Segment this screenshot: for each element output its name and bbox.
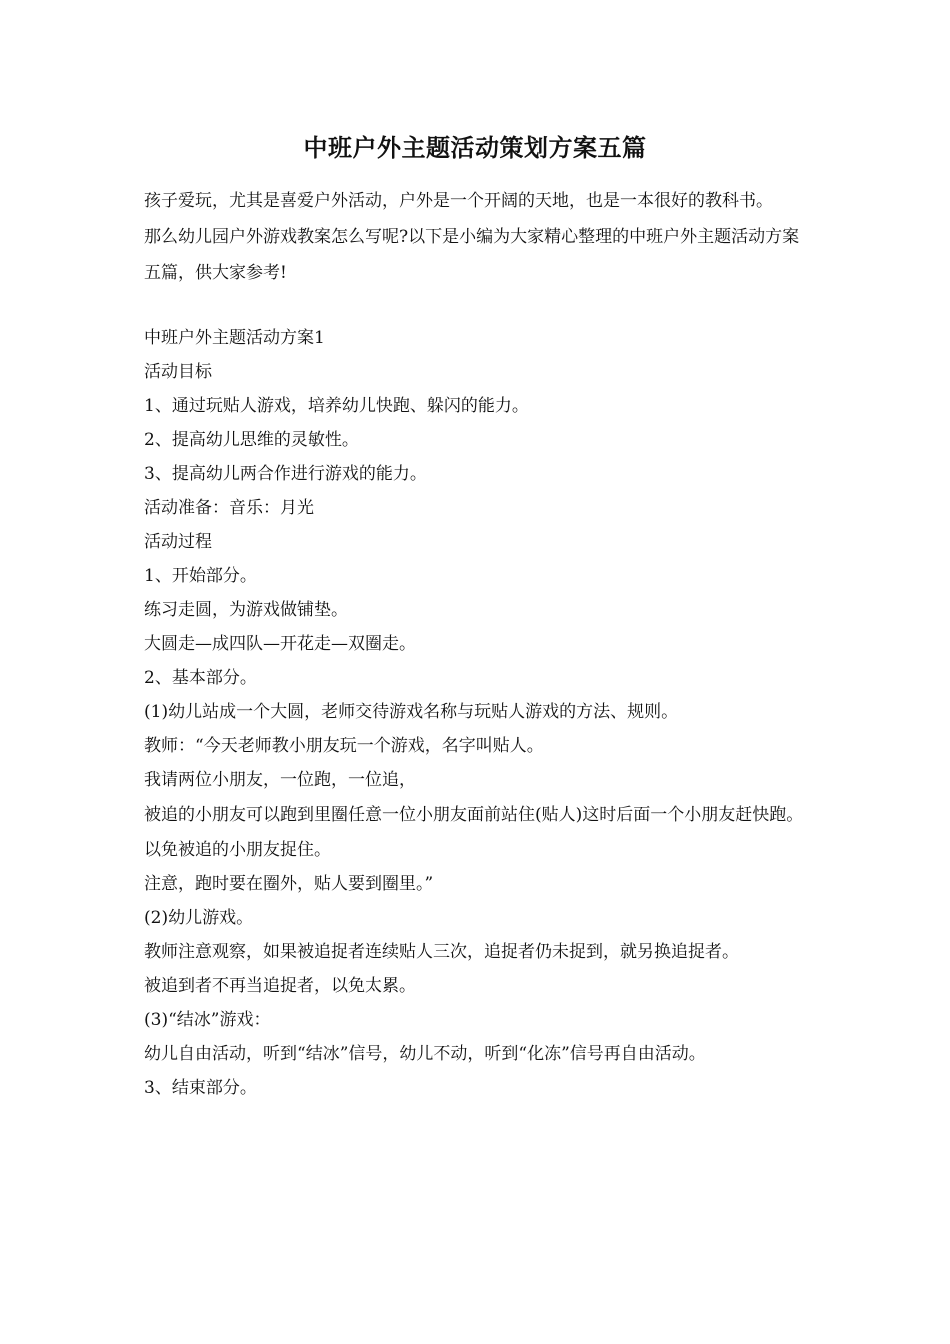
intro-paragraph-1: 孩子爱玩，尤其是喜爱户外活动，户外是一个开阔的天地，也是一本很好的教科书。 xyxy=(144,191,773,211)
goal-item-1: 1、通过玩贴人游戏，培养幼儿快跑、躲闪的能力。 xyxy=(144,396,529,416)
process-step-2: 2、基本部分。 xyxy=(144,668,257,688)
goal-item-3: 3、提高幼儿两合作进行游戏的能力。 xyxy=(144,464,427,484)
intro-paragraph-2: 那么幼儿园户外游戏教案怎么写呢?以下是小编为大家精心整理的中班户外主题活动方案五篇，供大家参考! xyxy=(144,227,800,283)
process-text: 教师：“今天老师教小朋友玩一个游戏，名字叫贴人。 xyxy=(144,736,544,756)
process-text: 被追的小朋友可以跑到里圈任意一位小朋友面前站住(贴人)这时后面一个小朋友赶快跑。 xyxy=(144,805,804,825)
process-text: (1)幼儿站成一个大圆，老师交待游戏名称与玩贴人游戏的方法、规则。 xyxy=(144,702,679,722)
process-step-1: 1、开始部分。 xyxy=(144,566,257,586)
process-text: 被追到者不再当追捉者，以免太累。 xyxy=(144,976,416,996)
process-text: 大圆走—成四队—开花走—双圈走。 xyxy=(144,634,416,654)
subheading-process: 活动过程 xyxy=(144,532,212,552)
preparation-line: 活动准备：音乐：月光 xyxy=(144,498,314,518)
process-text: 注意，跑时要在圈外，贴人要到圈里。” xyxy=(144,874,434,894)
process-text: 练习走圆，为游戏做铺垫。 xyxy=(144,600,348,620)
document-body xyxy=(144,183,808,1105)
subheading-goals: 活动目标 xyxy=(144,362,212,382)
process-text: 教师注意观察，如果被追捉者连续贴人三次，追捉者仍未捉到，就另换追捉者。 xyxy=(144,942,739,962)
paragraph-spacer xyxy=(144,291,808,321)
process-step-3: 3、结束部分。 xyxy=(144,1078,257,1098)
process-text: 我请两位小朋友，一位跑，一位追， xyxy=(144,770,416,790)
document-title: 中班户外主题活动策划方案五篇 xyxy=(303,133,647,162)
process-text: 以免被追的小朋友捉住。 xyxy=(144,840,331,860)
process-text: 幼儿自由活动，听到“结冰”信号，幼儿不动，听到“化冻”信号再自由活动。 xyxy=(144,1044,706,1064)
process-text: (3)“结冰”游戏： xyxy=(144,1010,271,1030)
section-heading: 中班户外主题活动方案1 xyxy=(144,328,325,348)
process-text: (2)幼儿游戏。 xyxy=(144,908,254,928)
goal-item-2: 2、提高幼儿思维的灵敏性。 xyxy=(144,430,359,450)
